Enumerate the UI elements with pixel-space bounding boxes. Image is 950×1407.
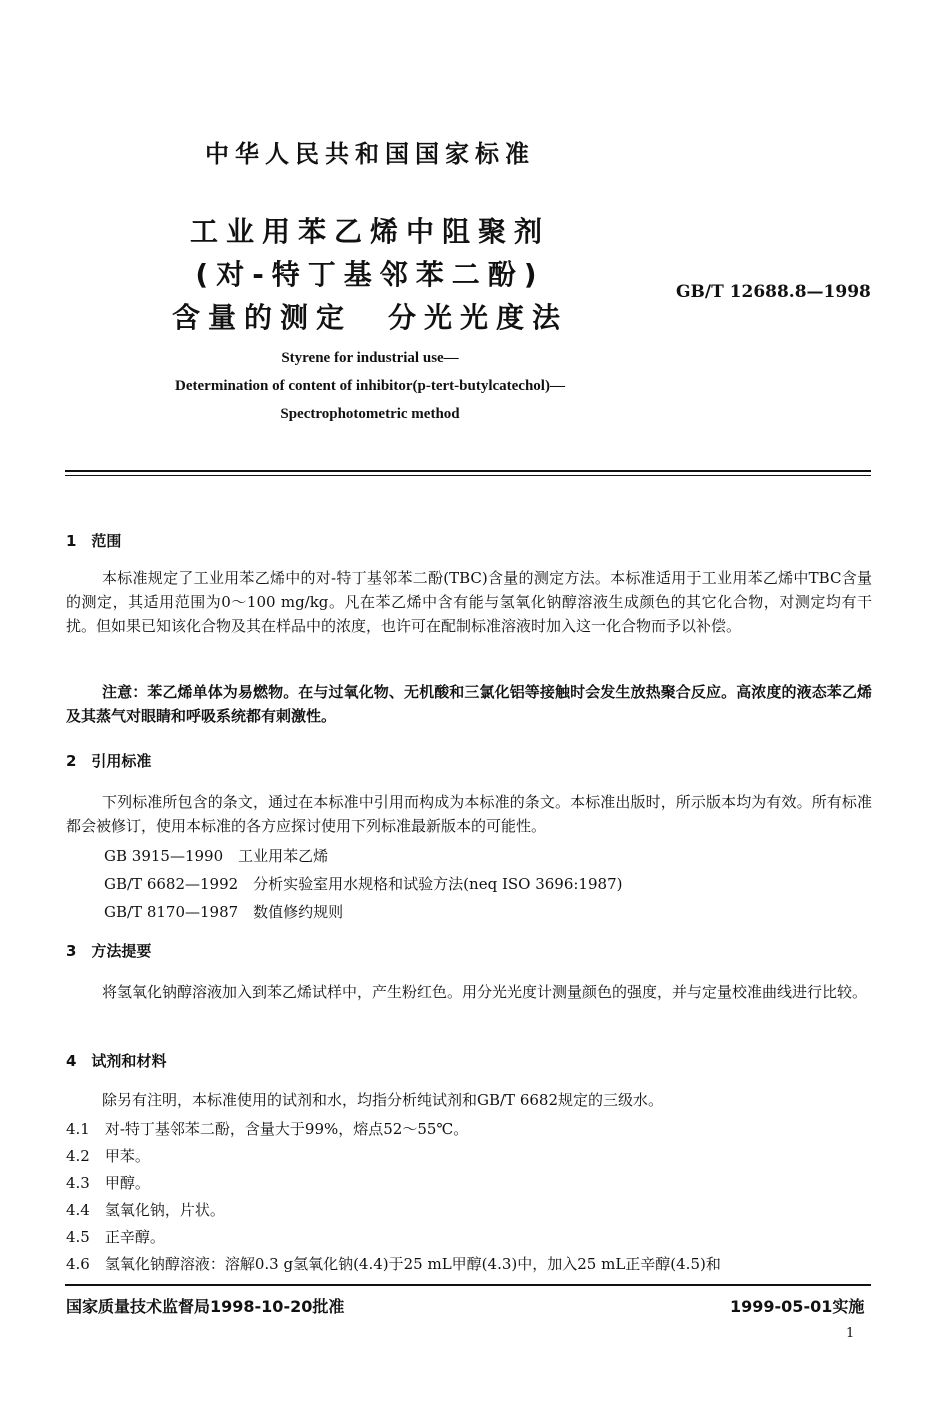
english-title-line-2: Determination of content of inhibitor(p-tert-butylcatechol)— xyxy=(175,378,565,394)
approval-text: 国家质量技术监督局1998-10-20批准 xyxy=(66,1297,345,1316)
reagent-item: 4.2 甲苯。 xyxy=(66,1147,150,1165)
reference-item: GB/T 8170—1987 数值修约规则 xyxy=(104,903,344,921)
section-1-note: 注意：苯乙烯单体为易燃物。在与过氧化物、无机酸和三氯化铝等接触时会发生放热聚合反应。高浓度的液态苯乙烯及其蒸气对眼睛和呼吸系统都有刺激性。 xyxy=(66,683,872,725)
national-standard-heading: 中华人民共和国国家标准 xyxy=(205,140,535,168)
title-line-1: 工业用苯乙烯中阻聚剂 xyxy=(189,215,550,248)
title-line-2: (对-特丁基邻苯二酚) xyxy=(195,258,545,291)
section-3-heading: 3 方法提要 xyxy=(66,942,152,960)
effective-date-text: 1999-05-01实施 xyxy=(730,1297,865,1316)
header-rule xyxy=(65,470,871,472)
header-rule-thin xyxy=(65,475,871,476)
footer-rule xyxy=(65,1284,871,1286)
section-1-paragraph: 本标准规定了工业用苯乙烯中的对-特丁基邻苯二酚(TBC)含量的测定方法。本标准适用于工业用苯乙烯中TBC含量的测定，其适用范围为0～100 mg/kg。凡在苯乙烯中含有能与氢氧化钠醇溶液生成颜色的其它化合物，对测定均有干扰。但如果已知该化合物及其在样品中的浓度，也许可在配制标准溶液时加入这一化合物而予以补偿。 xyxy=(66,569,872,635)
standard-number: GB/T 12688.8—1998 xyxy=(676,282,871,302)
section-3-paragraph: 将氢氧化钠醇溶液加入到苯乙烯试样中，产生粉红色。用分光光度计测量颜色的强度，并与定量校准曲线进行比较。 xyxy=(102,983,868,1001)
section-4-heading: 4 试剂和材料 xyxy=(66,1052,167,1070)
reagent-item: 4.3 甲醇。 xyxy=(66,1174,150,1192)
page-number: 1 xyxy=(846,1326,855,1341)
reagent-item: 4.6 氢氧化钠醇溶液：溶解0.3 g氢氧化钠(4.4)于25 mL甲醇(4.3)中，加入25 mL正辛醇(4.5)和 xyxy=(66,1255,721,1273)
english-title-line-1: Styrene for industrial use— xyxy=(281,350,459,366)
english-title-line-3: Spectrophotometric method xyxy=(280,406,460,422)
reference-item: GB 3915—1990 工业用苯乙烯 xyxy=(104,847,329,865)
section-2-heading: 2 引用标准 xyxy=(66,752,152,770)
title-line-3: 含量的测定 分光光度法 xyxy=(171,301,568,334)
reagent-item: 4.4 氢氧化钠，片状。 xyxy=(66,1201,225,1219)
reagent-item: 4.1 对-特丁基邻苯二酚，含量大于99%，熔点52～55℃。 xyxy=(66,1120,469,1138)
section-4-paragraph: 除另有注明，本标准使用的试剂和水，均指分析纯试剂和GB/T 6682规定的三级水。 xyxy=(102,1091,664,1109)
reference-item: GB/T 6682—1992 分析实验室用水规格和试验方法(neq ISO 3696:1987) xyxy=(104,875,623,893)
reagent-item: 4.5 正辛醇。 xyxy=(66,1228,165,1246)
section-1-heading: 1 范围 xyxy=(66,532,122,550)
section-2-paragraph: 下列标准所包含的条文，通过在本标准中引用而构成为本标准的条文。本标准出版时，所示版本均为有效。所有标准都会被修订，使用本标准的各方应探讨使用下列标准最新版本的可能性。 xyxy=(66,793,872,835)
